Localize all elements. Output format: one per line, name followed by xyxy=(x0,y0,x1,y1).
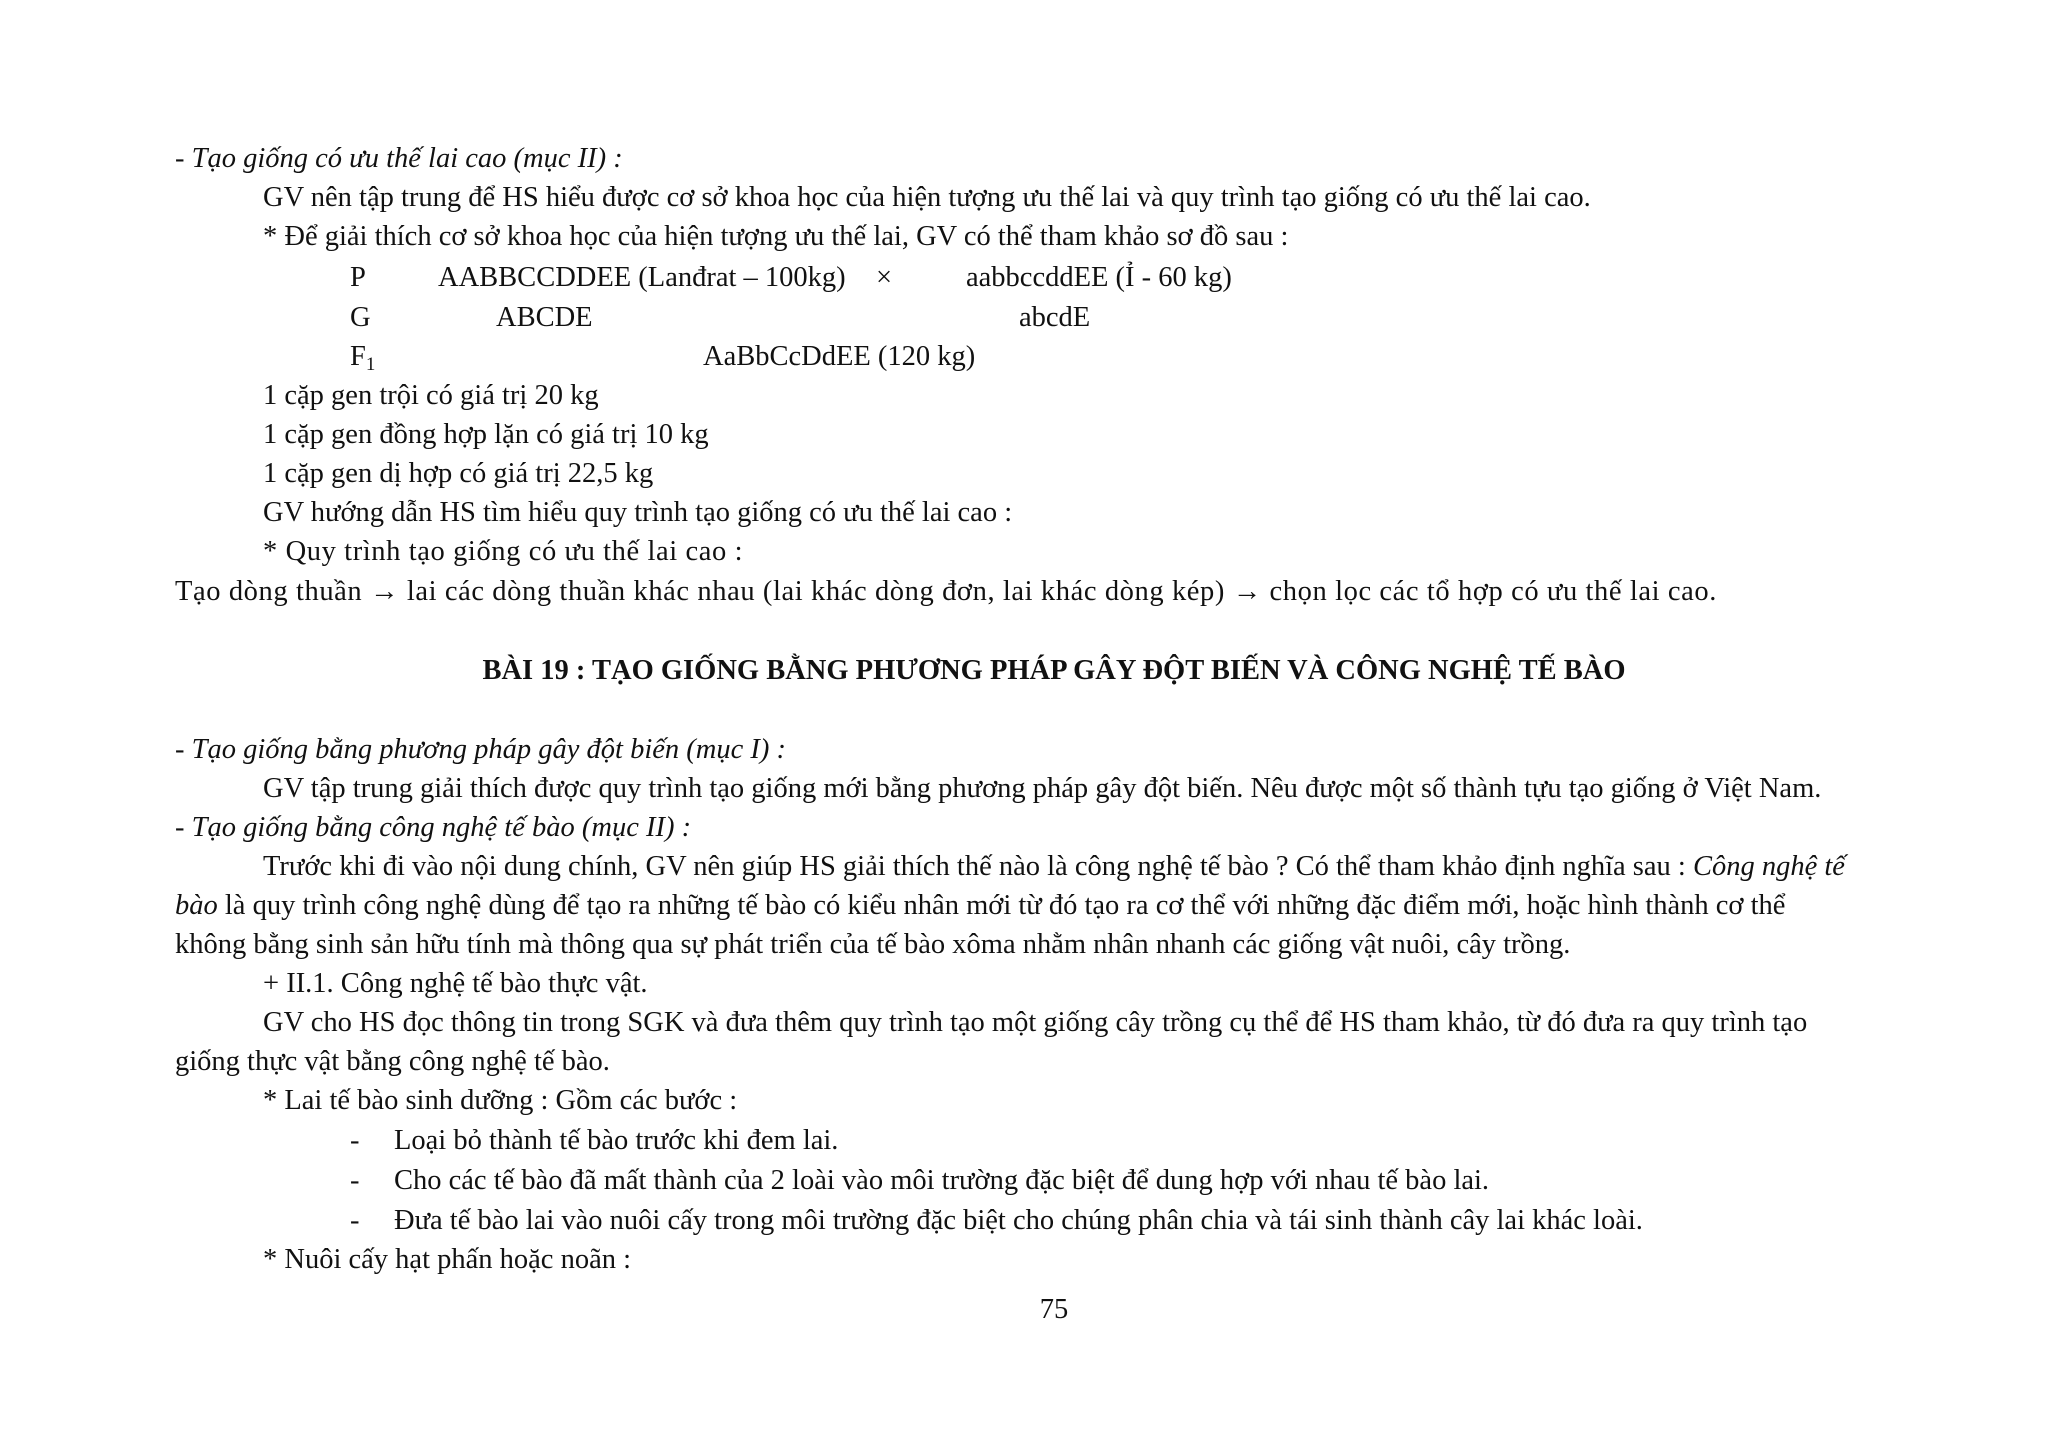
lesson-title: BÀI 19 : TẠO GIỐNG BẰNG PHƯƠNG PHÁP GÂY ĐỘT BIẾN VÀ CÔNG NGHỆ TẾ BÀO xyxy=(482,655,1626,686)
paragraph-cell-technology-definition-line-2: bào là quy trình công nghệ dùng để tạo ra những tế bào có kiểu nhân mới từ đó tạo ra cơ thể với những đặc điểm mới, hoặc hình thành cơ thể xyxy=(175,890,1786,921)
section-heading-hybrid-vigor: - Tạo giống có ưu thế lai cao (mục II) : xyxy=(175,143,623,174)
section-heading-cell-technology: - Tạo giống bằng công nghệ tế bào (mục II) : xyxy=(175,812,692,843)
paragraph-plant-cell-procedure-line-1: GV cho HS đọc thông tin trong SGK và đưa thêm quy trình tạo một giống cây trồng cụ thể để HS tham khảo, từ đó đưa ra quy trình tạo xyxy=(263,1007,1808,1038)
list-item: Đưa tế bào lai vào nuôi cấy trong môi trường đặc biệt cho chúng phân chia và tái sinh thành cây lai khác loài. xyxy=(394,1205,1643,1236)
paragraph-plant-cell-procedure-line-2: giống thực vật bằng công nghệ tế bào. xyxy=(175,1046,610,1077)
paragraph-hybrid-diagram-intro: * Để giải thích cơ sở khoa học của hiện tượng ưu thế lai, GV có thể tham khảo sơ đồ sau : xyxy=(263,221,1289,252)
paragraph-pollen-ovule-culture: * Nuôi cấy hạt phấn hoặc noãn : xyxy=(263,1244,632,1275)
cross-f1-label: F1 xyxy=(350,341,376,375)
gene-value-line: 1 cặp gen đồng hợp lặn có giá trị 10 kg xyxy=(263,419,709,450)
list-item: Cho các tế bào đã mất thành của 2 loài vào môi trường đặc biệt để dung hợp với nhau tế bào lai. xyxy=(394,1165,1490,1196)
page-number: 75 xyxy=(1039,1294,1069,1325)
cross-g-label: G xyxy=(350,302,371,333)
paragraph-guide-procedure: GV hướng dẫn HS tìm hiểu quy trình tạo giống có ưu thế lai cao : xyxy=(263,497,1013,528)
cross-g-left-gamete: ABCDE xyxy=(496,302,593,333)
cross-sign: × xyxy=(876,262,893,293)
list-item: Loại bỏ thành tế bào trước khi đem lai. xyxy=(394,1125,839,1156)
paragraph-cell-technology-definition-line-3: không bằng sinh sản hữu tính mà thông qua sự phát triển của tế bào xôma nhằm nhân nhanh các giống vật nuôi, cây trồng. xyxy=(175,929,1571,960)
gene-value-line: 1 cặp gen dị hợp có giá trị 22,5 kg xyxy=(263,458,654,489)
cross-p-right-parent: aabbccddEE (Ỉ - 60 kg) xyxy=(966,262,1232,293)
paragraph-hybrid-focus: GV nên tập trung để HS hiểu được cơ sở khoa học của hiện tượng ưu thế lai và quy trình tạo giống có ưu thế lai cao. xyxy=(263,182,1591,213)
list-bullet: - xyxy=(350,1125,360,1156)
cross-g-right-gamete: abcdE xyxy=(1019,302,1091,333)
cross-f1-offspring: AaBbCcDdEE (120 kg) xyxy=(703,341,976,372)
paragraph-procedure-heading: * Quy trình tạo giống có ưu thế lai cao : xyxy=(263,536,744,567)
gene-value-line: 1 cặp gen trội có giá trị 20 kg xyxy=(263,380,599,411)
paragraph-mutation-focus: GV tập trung giải thích được quy trình tạo giống mới bằng phương pháp gây đột biến. Nêu được một số thành tựu tạo giống ở Việt Nam. xyxy=(263,773,1822,804)
subsection-plant-cell-technology: + II.1. Công nghệ tế bào thực vật. xyxy=(263,968,648,999)
paragraph-procedure-steps: Tạo dòng thuần → lai các dòng thuần khác nhau (lai khác dòng đơn, lai khác dòng kép) → chọn lọc các tổ hợp có ưu thế lai cao. xyxy=(175,576,1717,607)
paragraph-cell-technology-definition-line-1: Trước khi đi vào nội dung chính, GV nên giúp HS giải thích thế nào là công nghệ tế bào ? Có thể tham khảo định nghĩa sau : Công nghệ tế xyxy=(263,851,1845,882)
list-bullet: - xyxy=(350,1165,360,1196)
section-heading-mutation: - Tạo giống bằng phương pháp gây đột biến (mục I) : xyxy=(175,734,786,765)
list-bullet: - xyxy=(350,1205,360,1236)
paragraph-somatic-hybridization: * Lai tế bào sinh dưỡng : Gồm các bước : xyxy=(263,1085,738,1116)
cross-p-label: P xyxy=(350,262,366,293)
cross-p-left-parent: AABBCCDDEE (Lanđrat – 100kg) xyxy=(438,262,846,293)
